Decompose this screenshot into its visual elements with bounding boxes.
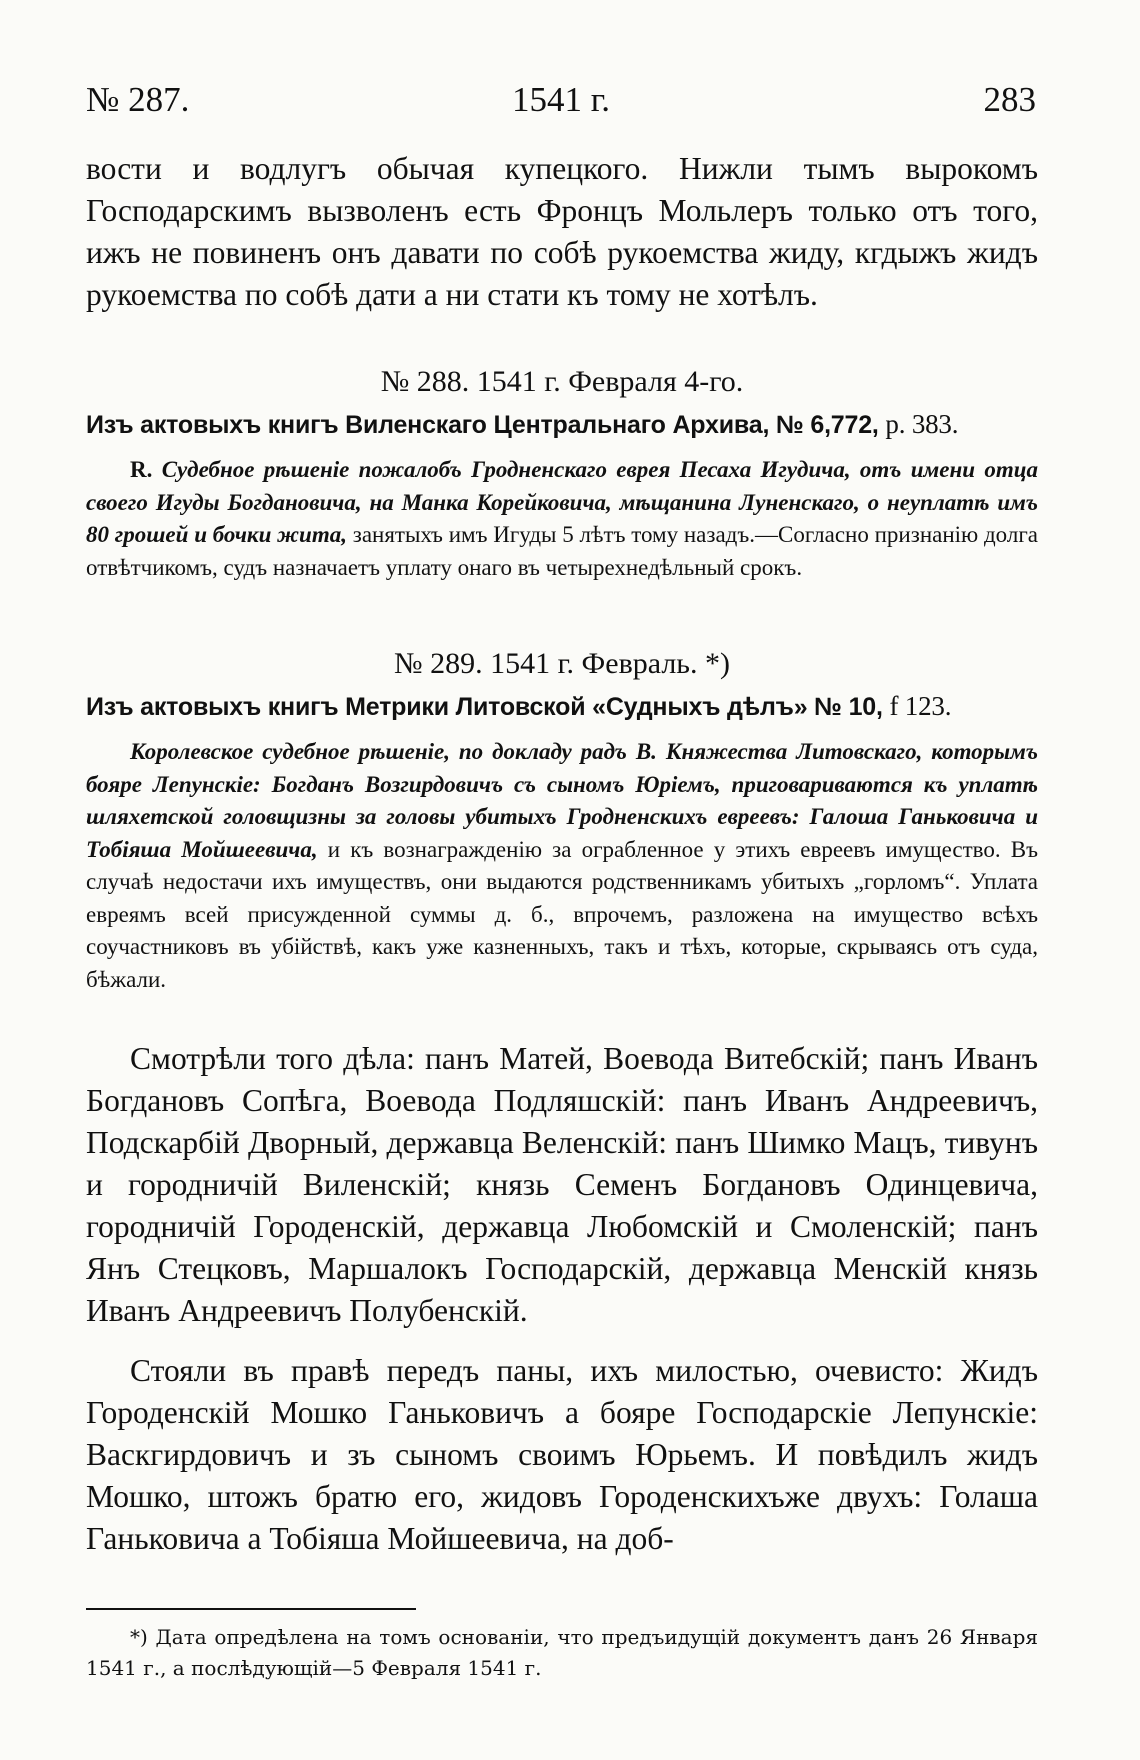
doc-288-source-ref: р. 383. [885,409,959,439]
doc-289-paragraph-2: Стояли въ правѣ передъ паны, ихъ милостью, очевисто: Жидъ Городенскій Мошко Ганьковичъ а бояре Господарскіе Лепунскіе: Васкгирдовичъ и зъ сыномъ своимъ Юрьемъ. И повѣдилъ жидъ Мошко, штожъ братю его, жидовъ Городенскихъже двухъ: Голаша Ганьковича а Тобіяша Мойшеевича, на доб- [86,1353,1038,1556]
doc-289-source-line [86,686,1038,727]
doc-289-source-text: Изъ актовыхъ книгъ Метрики Литовской «Судныхъ дѣлъ» № 10, [86,693,883,721]
doc-289-heading [86,644,1038,684]
doc-289-summary-italic: Королевское судебное рѣшеніе, по докладу радъ В. Княжества Литовскаго, которымъ бояре Лепунскіе: Богданъ Возгирдовичъ съ сыномъ Юріемъ, приговариваются къ уплатѣ шляхетской головщизны за головы убитыхъ Гродненскихъ евреевъ: Галоша Ганьковича и Тобіяша Мойшеевича, [86,739,1038,862]
footnote-divider [86,1608,416,1610]
doc-289-summary-rest: и къ вознагражденію за ограбленное у этихъ евреевъ имущество. Въ случаѣ недостачи ихъ имуществъ, они выдаются родственникамъ убитыхъ „горломъ“. Уплата евреямъ всей присужденной суммы д. б., впрочемъ, разложена на имущество всѣхъ соучастниковъ въ убійствѣ, какъ уже казненныхъ, такъ и тѣхъ, которые, скрываясь отъ суда, бѣжали. [86,836,1038,992]
doc-289-source-ref: f 123. [889,691,952,721]
doc-289-body-2 [86,1350,1038,1560]
header-doc-number: № 287. [86,80,190,119]
doc-289-summary [86,736,1038,996]
doc-288-heading [86,362,1038,402]
doc-289-title: № 289. 1541 г. Февраль. *) [394,647,730,680]
doc-288-source [86,404,1038,445]
doc-288-summary [86,454,1038,584]
page-number: 283 [983,80,1036,119]
doc-289-paragraph-1: Смотрѣли того дѣла: панъ Матей, Воевода Витебскій; панъ Иванъ Богдановъ Сопѣга, Воевода Подляшскій: панъ Иванъ Андреевичъ, Подскарбій Дворный, державца Веленскій: панъ Шимко Мацъ, тивунъ и городничій Виленскій; князь Семенъ Богдановъ Одинцевича, городничій Городенскій, державца Любомскій и Смоленскій; панъ Янъ Стецковъ, Маршалокъ Господарскій, державца Менскій князь Иванъ Андреевичъ Полубенскій. [86,1041,1038,1328]
doc-288-summary-lead: R. [130,457,153,482]
doc-288-source-line [86,404,1038,445]
doc-289-body-1 [86,1038,1038,1332]
running-head [86,80,1036,120]
continuation-paragraph: вости и водлугъ обычая купецкого. Нижли тымъ вырокомъ Господарскимъ вызволенъ есть Фронцъ Мольлеръ только отъ того, ижъ не повиненъ онъ давати по собѣ рукоемства жиду, кгдыжъ жидъ рукоемства по собѣ дати а ни стати къ тому не хотѣлъ. [86,151,1038,312]
doc-289-summary-paragraph [86,736,1038,996]
doc-288-title: № 288. 1541 г. Февраля 4-го. [380,365,744,398]
footnote-block [86,1622,1038,1684]
doc-288-summary-italic: Судебное рѣшеніе пожалобъ Гродненскаго еврея Песаха Игудича, отъ имени отца своего Игуды Богдановича, на Манка Корейковича, мѣщанина Луненскаго, о неуплатѣ имъ 80 грошей и бочки жита, [86,457,1039,547]
header-year: 1541 г. [512,80,610,119]
doc-289-source [86,686,1038,727]
doc-288-source-text: Изъ актовыхъ книгъ Виленскаго Центральнаго Архива, № 6,772, [86,411,879,439]
footnote-text: *) Дата опредѣлена на томъ основаніи, что предъидущій документъ данъ 26 Января 1541 г., а послѣдующій—5 Февраля 1541 г. [86,1625,1038,1680]
doc-288-summary-rest: занятыхъ имъ Игуды 5 лѣтъ тому назадъ.—Согласно признанію долга отвѣтчикомъ, судъ назначаетъ уплату онаго въ четырехнедѣльный срокъ. [86,522,1039,580]
doc-288-summary-paragraph [86,454,1038,584]
continuation-block [86,148,1038,316]
